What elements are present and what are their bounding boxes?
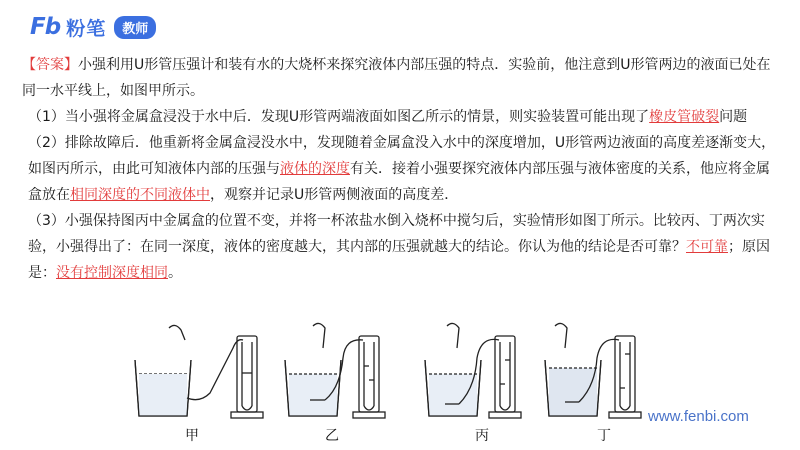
q1-suffix: 问题 xyxy=(719,109,748,125)
figure-jia-apparatus xyxy=(135,325,263,418)
q3-part3: 。 xyxy=(168,265,182,281)
question-2 xyxy=(22,130,780,208)
figure-label-jia: 甲 xyxy=(185,428,199,444)
intro-paragraph xyxy=(22,52,780,104)
experiment-figures xyxy=(125,318,670,446)
figure-bing-apparatus xyxy=(425,323,521,418)
q1-prefix: （1）当小强将金属盒浸没于水中后．发现U形管两端液面如图乙所示的情景，则实验装置可能出现了 xyxy=(28,109,650,125)
question-1 xyxy=(22,104,780,130)
figure-label-bing: 丙 xyxy=(475,428,489,444)
intro-text: 小强利用U形管压强计和装有水的大烧杯来探究液体内部压强的特点．实验前，他注意到U形管两边的液面已处在同一水平线上，如图甲所示。 xyxy=(22,57,771,99)
q2-part3: ，观察并记录U形管两侧液面的高度差． xyxy=(210,187,459,203)
brand-mark: Fb xyxy=(30,14,61,40)
figure-ding-apparatus xyxy=(545,323,641,418)
q2-answer1: 液体的深度 xyxy=(280,161,350,177)
website-watermark: www.fenbi.com xyxy=(648,408,749,425)
brand-logo xyxy=(30,14,156,40)
brand-badge: 教师 xyxy=(114,16,156,39)
question-3 xyxy=(22,208,780,286)
figure-label-yi: 乙 xyxy=(325,428,339,444)
answer-content xyxy=(22,52,780,286)
q2-answer2: 相同深度的不同液体中 xyxy=(70,187,210,203)
brand-name: 粉笔 xyxy=(66,17,107,40)
q1-answer: 橡皮管破裂 xyxy=(649,109,720,125)
q3-part2: ；原因是： xyxy=(28,239,770,281)
figure-yi-apparatus xyxy=(285,323,385,418)
q3-answer2: 没有控制深度相同 xyxy=(56,265,168,281)
q2-part1: （2）排除故障后．他重新将金属盒浸没水中，发现随着金属盒没入水中的深度增加，U形管两边液面的高度差逐渐变大，如图丙所示，由此可知液体内部的压强与 xyxy=(28,135,776,177)
q2-part2: 有关．接着小强要探究液体内部压强与液体密度的关系，他应将金属盒放在 xyxy=(28,161,770,203)
q3-part1: （3）小强保持图丙中金属盒的位置不变，并将一杯浓盐水倒入烧杯中搅匀后，实验情形如图丁所示。比较丙、丁两次实验，小强得出了：在同一深度，液体的密度越大，其内部的压强就越大的结论。你认为他的结论是否可靠？ xyxy=(28,213,765,255)
q3-answer1: 不可靠 xyxy=(686,239,728,255)
answer-tag: 【答案】 xyxy=(22,57,78,73)
figure-label-ding: 丁 xyxy=(597,428,611,444)
